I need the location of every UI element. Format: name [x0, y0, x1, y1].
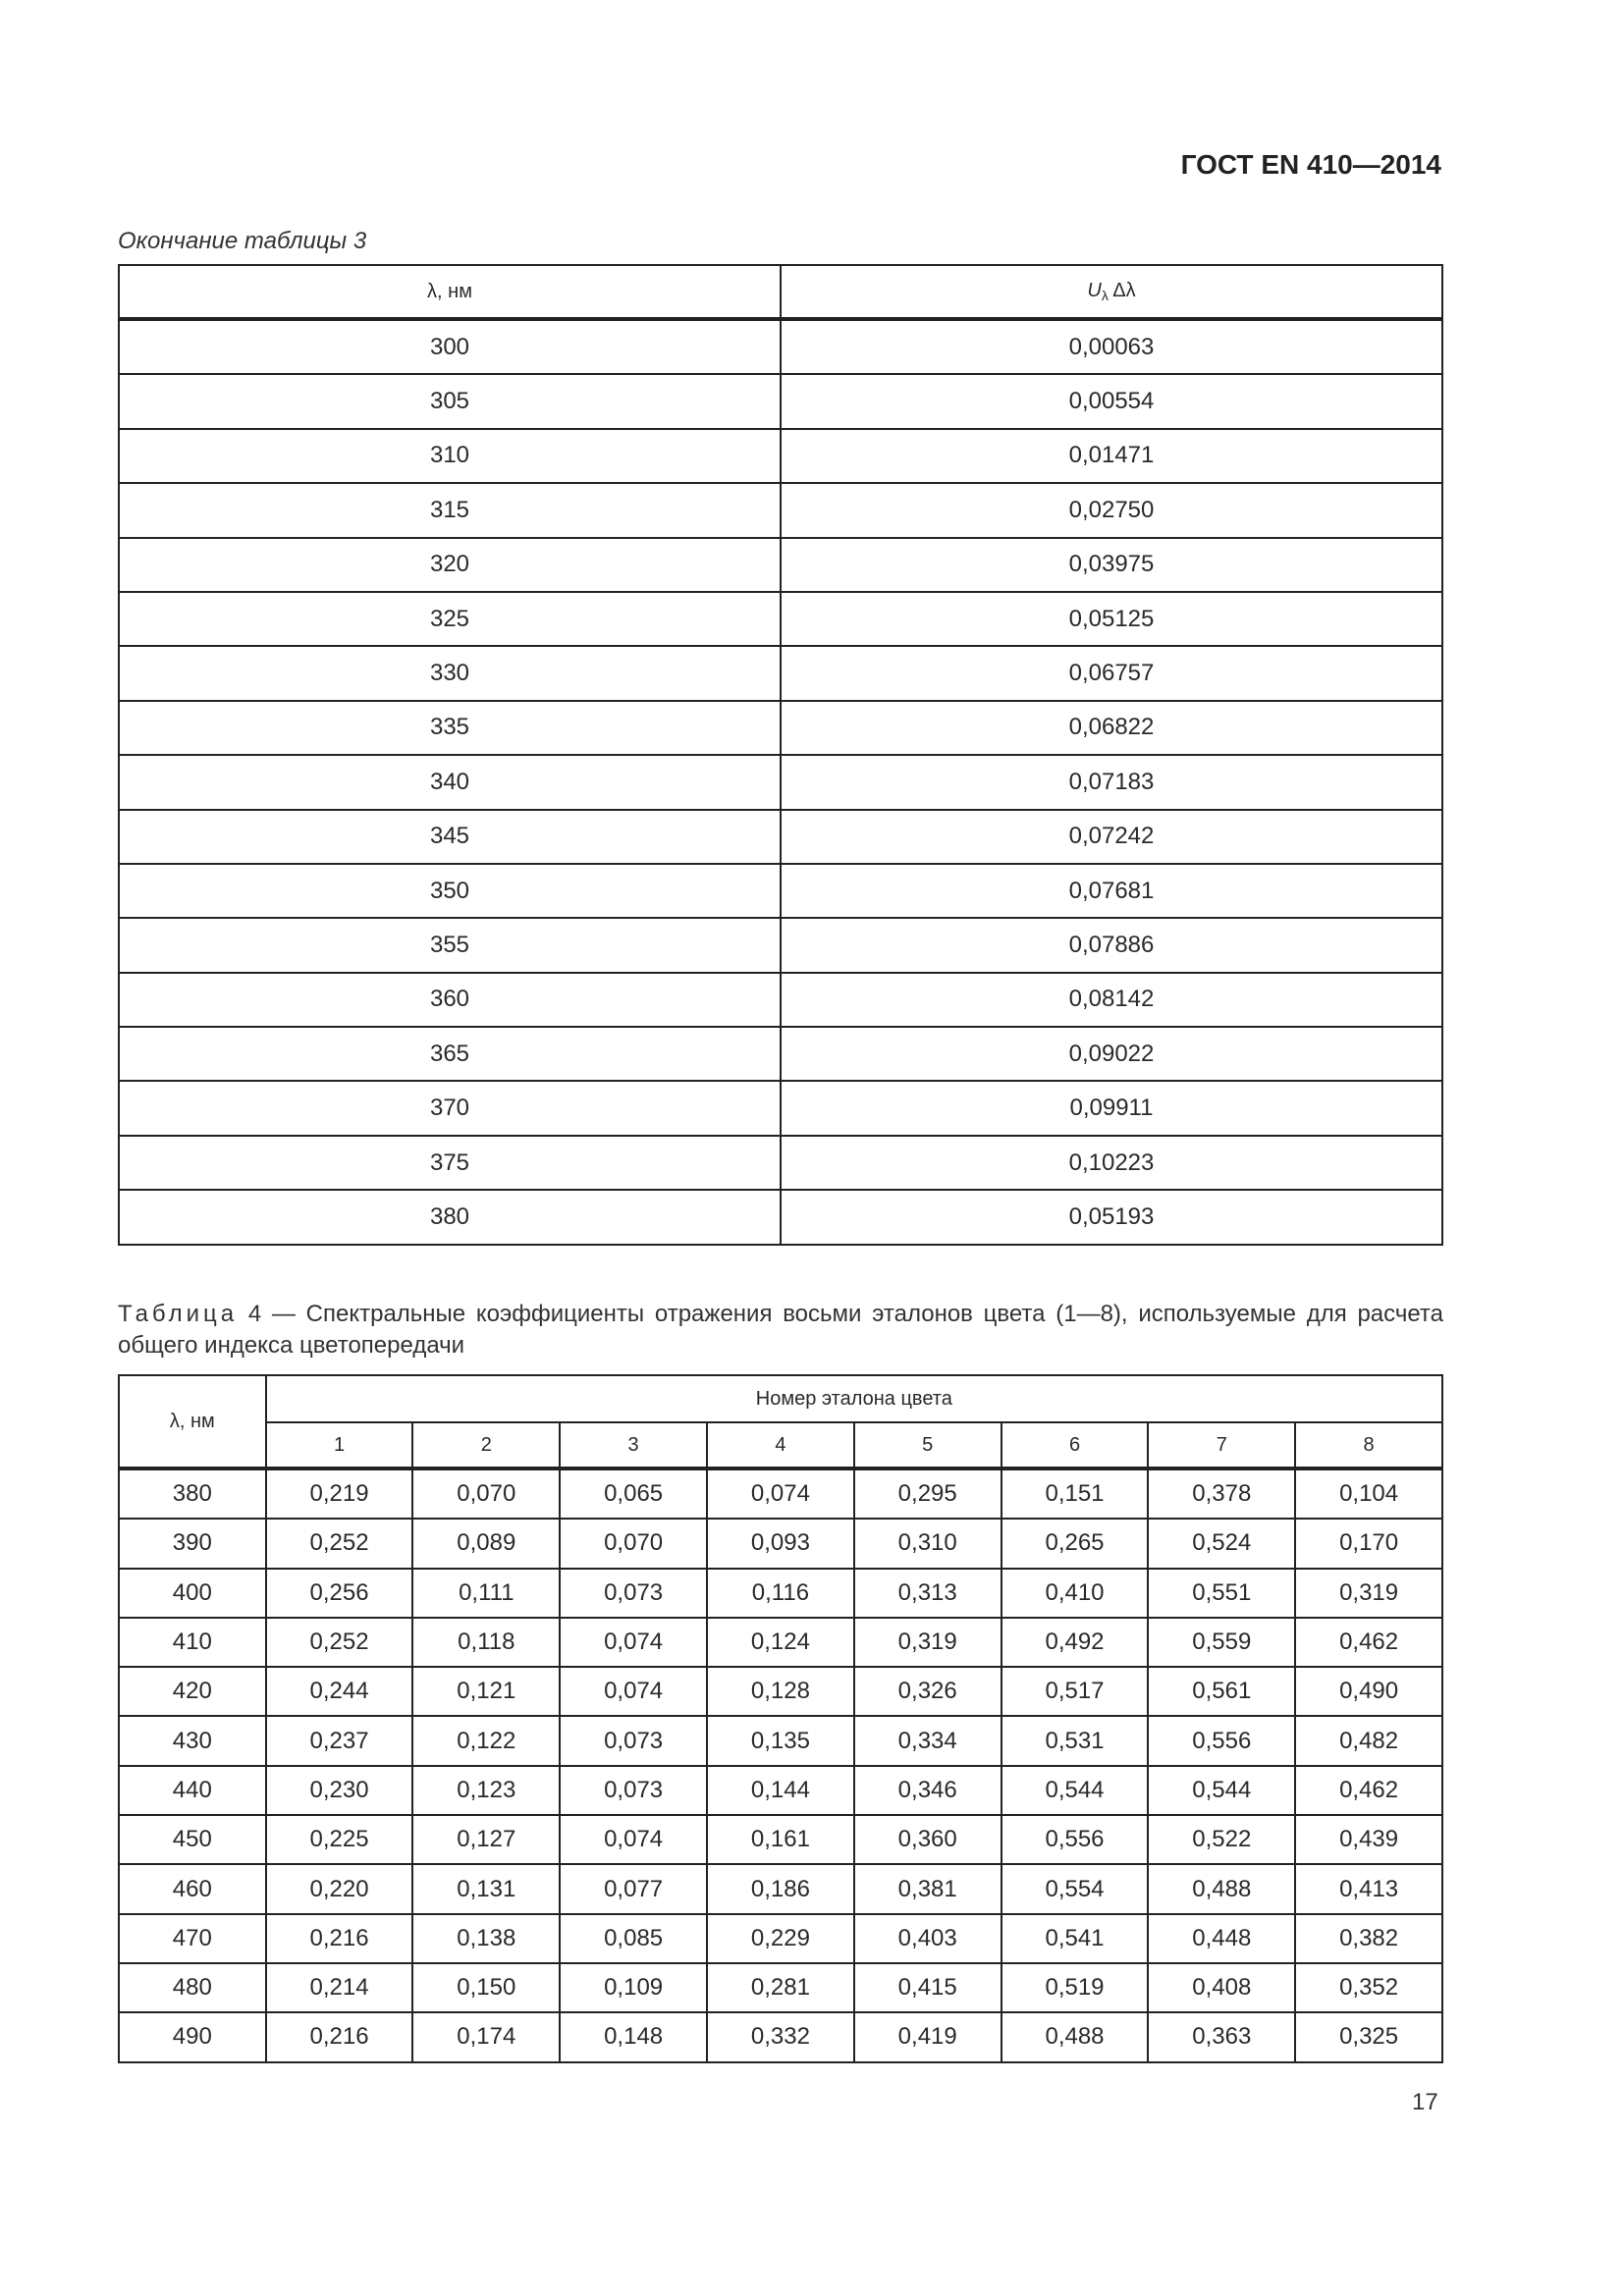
- reflectance-cell: 0,252: [266, 1618, 413, 1667]
- reflectance-cell: 0,124: [707, 1618, 854, 1667]
- reflectance-cell: 0,281: [707, 1963, 854, 2012]
- wavelength-cell: 335: [119, 701, 781, 755]
- reflectance-cell: 0,524: [1148, 1519, 1295, 1568]
- reflectance-cell: 0,138: [412, 1914, 560, 1963]
- reflectance-cell: 0,360: [854, 1815, 1001, 1864]
- table-row: [119, 1569, 1442, 1618]
- table-row: [119, 1190, 1442, 1244]
- table4-subheader-sample: 8: [1295, 1422, 1442, 1468]
- wavelength-cell: 480: [119, 1963, 266, 2012]
- value-cell: 0,07183: [781, 755, 1442, 809]
- table-row: [119, 2012, 1442, 2061]
- reflectance-cell: 0,531: [1001, 1716, 1149, 1765]
- reflectance-cell: 0,219: [266, 1468, 413, 1519]
- table-row: [119, 1667, 1442, 1716]
- reflectance-cell: 0,556: [1001, 1815, 1149, 1864]
- value-cell: 0,09022: [781, 1027, 1442, 1081]
- value-cell: 0,03975: [781, 538, 1442, 592]
- reflectance-cell: 0,295: [854, 1468, 1001, 1519]
- reflectance-cell: 0,186: [707, 1864, 854, 1913]
- reflectance-cell: 0,144: [707, 1766, 854, 1815]
- lambda-subscript: λ: [1101, 288, 1109, 303]
- table4-header-row-2: [119, 1422, 1442, 1468]
- value-cell: 0,05193: [781, 1190, 1442, 1244]
- reflectance-cell: 0,541: [1001, 1914, 1149, 1963]
- reflectance-cell: 0,490: [1295, 1667, 1442, 1716]
- table-row: [119, 1519, 1442, 1568]
- table-row: [119, 1766, 1442, 1815]
- reflectance-cell: 0,310: [854, 1519, 1001, 1568]
- value-cell: 0,06822: [781, 701, 1442, 755]
- reflectance-cell: 0,148: [560, 2012, 707, 2061]
- wavelength-cell: 360: [119, 973, 781, 1027]
- table4: [118, 1374, 1443, 2063]
- wavelength-cell: 390: [119, 1519, 266, 1568]
- table-row: [119, 592, 1442, 646]
- reflectance-cell: 0,439: [1295, 1815, 1442, 1864]
- table4-subheader-sample: 5: [854, 1422, 1001, 1468]
- reflectance-cell: 0,517: [1001, 1667, 1149, 1716]
- wavelength-cell: 310: [119, 429, 781, 483]
- wavelength-cell: 355: [119, 918, 781, 972]
- table-row: [119, 1864, 1442, 1913]
- reflectance-cell: 0,220: [266, 1864, 413, 1913]
- wavelength-cell: 470: [119, 1914, 266, 1963]
- table-row: [119, 1914, 1442, 1963]
- reflectance-cell: 0,230: [266, 1766, 413, 1815]
- value-cell: 0,10223: [781, 1136, 1442, 1190]
- table-row: [119, 1716, 1442, 1765]
- wavelength-cell: 315: [119, 483, 781, 537]
- value-cell: 0,09911: [781, 1081, 1442, 1135]
- wavelength-cell: 330: [119, 646, 781, 700]
- delta-lambda: Δλ: [1108, 280, 1136, 301]
- table-row: [119, 429, 1442, 483]
- table-row: [119, 918, 1442, 972]
- table4-subheader-sample: 6: [1001, 1422, 1149, 1468]
- reflectance-cell: 0,118: [412, 1618, 560, 1667]
- reflectance-cell: 0,492: [1001, 1618, 1149, 1667]
- wavelength-cell: 490: [119, 2012, 266, 2061]
- table-row: [119, 1136, 1442, 1190]
- value-cell: 0,00063: [781, 319, 1442, 374]
- wavelength-cell: 320: [119, 538, 781, 592]
- reflectance-cell: 0,265: [1001, 1519, 1149, 1568]
- reflectance-cell: 0,554: [1001, 1864, 1149, 1913]
- table4-subheader-sample: 2: [412, 1422, 560, 1468]
- value-cell: 0,07886: [781, 918, 1442, 972]
- table4-body: [119, 1468, 1442, 2062]
- reflectance-cell: 0,408: [1148, 1963, 1295, 2012]
- table4-caption: [118, 1299, 1443, 1362]
- reflectance-cell: 0,104: [1295, 1468, 1442, 1519]
- reflectance-cell: 0,559: [1148, 1618, 1295, 1667]
- reflectance-cell: 0,415: [854, 1963, 1001, 2012]
- reflectance-cell: 0,161: [707, 1815, 854, 1864]
- wavelength-cell: 420: [119, 1667, 266, 1716]
- table3-header-u-delta: [781, 265, 1442, 319]
- reflectance-cell: 0,065: [560, 1468, 707, 1519]
- reflectance-cell: 0,123: [412, 1766, 560, 1815]
- table-row: [119, 1963, 1442, 2012]
- reflectance-cell: 0,462: [1295, 1618, 1442, 1667]
- table4-subheader-sample: 3: [560, 1422, 707, 1468]
- wavelength-cell: 325: [119, 592, 781, 646]
- reflectance-cell: 0,410: [1001, 1569, 1149, 1618]
- table-row: [119, 646, 1442, 700]
- table3-continuation-caption: Окончание таблицы 3: [118, 228, 367, 254]
- reflectance-cell: 0,363: [1148, 2012, 1295, 2061]
- wavelength-cell: 370: [119, 1081, 781, 1135]
- reflectance-cell: 0,403: [854, 1914, 1001, 1963]
- reflectance-cell: 0,093: [707, 1519, 854, 1568]
- table-row: [119, 810, 1442, 864]
- reflectance-cell: 0,419: [854, 2012, 1001, 2061]
- table-row: [119, 1027, 1442, 1081]
- wavelength-cell: 365: [119, 1027, 781, 1081]
- value-cell: 0,01471: [781, 429, 1442, 483]
- table-row: [119, 1618, 1442, 1667]
- value-cell: 0,02750: [781, 483, 1442, 537]
- reflectance-cell: 0,462: [1295, 1766, 1442, 1815]
- wavelength-cell: 410: [119, 1618, 266, 1667]
- reflectance-cell: 0,256: [266, 1569, 413, 1618]
- wavelength-cell: 350: [119, 864, 781, 918]
- reflectance-cell: 0,448: [1148, 1914, 1295, 1963]
- reflectance-cell: 0,109: [560, 1963, 707, 2012]
- table-row: [119, 538, 1442, 592]
- reflectance-cell: 0,556: [1148, 1716, 1295, 1765]
- reflectance-cell: 0,319: [854, 1618, 1001, 1667]
- table3-header-row: [119, 265, 1442, 319]
- reflectance-cell: 0,522: [1148, 1815, 1295, 1864]
- reflectance-cell: 0,381: [854, 1864, 1001, 1913]
- reflectance-cell: 0,382: [1295, 1914, 1442, 1963]
- reflectance-cell: 0,073: [560, 1766, 707, 1815]
- table4-header-row-1: [119, 1375, 1442, 1422]
- wavelength-cell: 345: [119, 810, 781, 864]
- value-cell: 0,00554: [781, 374, 1442, 428]
- reflectance-cell: 0,135: [707, 1716, 854, 1765]
- table4-header-wavelength: λ, нм: [119, 1375, 266, 1468]
- reflectance-cell: 0,244: [266, 1667, 413, 1716]
- reflectance-cell: 0,326: [854, 1667, 1001, 1716]
- reflectance-cell: 0,121: [412, 1667, 560, 1716]
- reflectance-cell: 0,519: [1001, 1963, 1149, 2012]
- table-row: [119, 973, 1442, 1027]
- table4-subheader-sample: 4: [707, 1422, 854, 1468]
- table4-caption-label: Таблица: [118, 1301, 239, 1327]
- value-cell: 0,07681: [781, 864, 1442, 918]
- value-cell: 0,05125: [781, 592, 1442, 646]
- reflectance-cell: 0,561: [1148, 1667, 1295, 1716]
- reflectance-cell: 0,216: [266, 2012, 413, 2061]
- reflectance-cell: 0,325: [1295, 2012, 1442, 2061]
- table3-header-wavelength: λ, нм: [119, 265, 781, 319]
- wavelength-cell: 305: [119, 374, 781, 428]
- reflectance-cell: 0,089: [412, 1519, 560, 1568]
- table-row: [119, 701, 1442, 755]
- reflectance-cell: 0,070: [412, 1468, 560, 1519]
- reflectance-cell: 0,074: [560, 1618, 707, 1667]
- reflectance-cell: 0,074: [707, 1468, 854, 1519]
- reflectance-cell: 0,225: [266, 1815, 413, 1864]
- table3-body: [119, 319, 1442, 1245]
- reflectance-cell: 0,131: [412, 1864, 560, 1913]
- page-number: 17: [1412, 2089, 1438, 2115]
- reflectance-cell: 0,252: [266, 1519, 413, 1568]
- table3: [118, 264, 1443, 1246]
- reflectance-cell: 0,074: [560, 1667, 707, 1716]
- wavelength-cell: 460: [119, 1864, 266, 1913]
- reflectance-cell: 0,332: [707, 2012, 854, 2061]
- reflectance-cell: 0,544: [1001, 1766, 1149, 1815]
- reflectance-cell: 0,128: [707, 1667, 854, 1716]
- reflectance-cell: 0,111: [412, 1569, 560, 1618]
- reflectance-cell: 0,229: [707, 1914, 854, 1963]
- reflectance-cell: 0,077: [560, 1864, 707, 1913]
- u-symbol: U: [1087, 280, 1102, 301]
- reflectance-cell: 0,214: [266, 1963, 413, 2012]
- value-cell: 0,08142: [781, 973, 1442, 1027]
- table-row: [119, 374, 1442, 428]
- value-cell: 0,07242: [781, 810, 1442, 864]
- table-row: [119, 755, 1442, 809]
- wavelength-cell: 400: [119, 1569, 266, 1618]
- reflectance-cell: 0,070: [560, 1519, 707, 1568]
- reflectance-cell: 0,170: [1295, 1519, 1442, 1568]
- wavelength-cell: 450: [119, 1815, 266, 1864]
- reflectance-cell: 0,488: [1148, 1864, 1295, 1913]
- wavelength-cell: 300: [119, 319, 781, 374]
- reflectance-cell: 0,334: [854, 1716, 1001, 1765]
- reflectance-cell: 0,085: [560, 1914, 707, 1963]
- reflectance-cell: 0,122: [412, 1716, 560, 1765]
- reflectance-cell: 0,319: [1295, 1569, 1442, 1618]
- reflectance-cell: 0,488: [1001, 2012, 1149, 2061]
- reflectance-cell: 0,551: [1148, 1569, 1295, 1618]
- reflectance-cell: 0,174: [412, 2012, 560, 2061]
- reflectance-cell: 0,150: [412, 1963, 560, 2012]
- table-row: [119, 1081, 1442, 1135]
- reflectance-cell: 0,151: [1001, 1468, 1149, 1519]
- reflectance-cell: 0,073: [560, 1716, 707, 1765]
- table-row: [119, 864, 1442, 918]
- table4-subheader-sample: 1: [266, 1422, 413, 1468]
- reflectance-cell: 0,216: [266, 1914, 413, 1963]
- reflectance-cell: 0,073: [560, 1569, 707, 1618]
- table-row: [119, 1468, 1442, 1519]
- table4-header-group: Номер эталона цвета: [266, 1375, 1442, 1422]
- value-cell: 0,06757: [781, 646, 1442, 700]
- wavelength-cell: 380: [119, 1190, 781, 1244]
- reflectance-cell: 0,482: [1295, 1716, 1442, 1765]
- reflectance-cell: 0,074: [560, 1815, 707, 1864]
- table-row: [119, 1815, 1442, 1864]
- reflectance-cell: 0,313: [854, 1569, 1001, 1618]
- table4-caption-text: 4 — Спектральные коэффициенты отражения восьми эталонов цвета (1—8), используемые для расчета общего индекса цветопередачи: [118, 1301, 1443, 1359]
- reflectance-cell: 0,127: [412, 1815, 560, 1864]
- table-row: [119, 483, 1442, 537]
- table4-subheader-sample: 7: [1148, 1422, 1295, 1468]
- reflectance-cell: 0,413: [1295, 1864, 1442, 1913]
- document-code: ГОСТ EN 410—2014: [1180, 149, 1441, 180]
- reflectance-cell: 0,346: [854, 1766, 1001, 1815]
- reflectance-cell: 0,544: [1148, 1766, 1295, 1815]
- reflectance-cell: 0,237: [266, 1716, 413, 1765]
- table-row: [119, 319, 1442, 374]
- reflectance-cell: 0,352: [1295, 1963, 1442, 2012]
- wavelength-cell: 430: [119, 1716, 266, 1765]
- wavelength-cell: 380: [119, 1468, 266, 1519]
- reflectance-cell: 0,378: [1148, 1468, 1295, 1519]
- reflectance-cell: 0,116: [707, 1569, 854, 1618]
- wavelength-cell: 340: [119, 755, 781, 809]
- wavelength-cell: 440: [119, 1766, 266, 1815]
- wavelength-cell: 375: [119, 1136, 781, 1190]
